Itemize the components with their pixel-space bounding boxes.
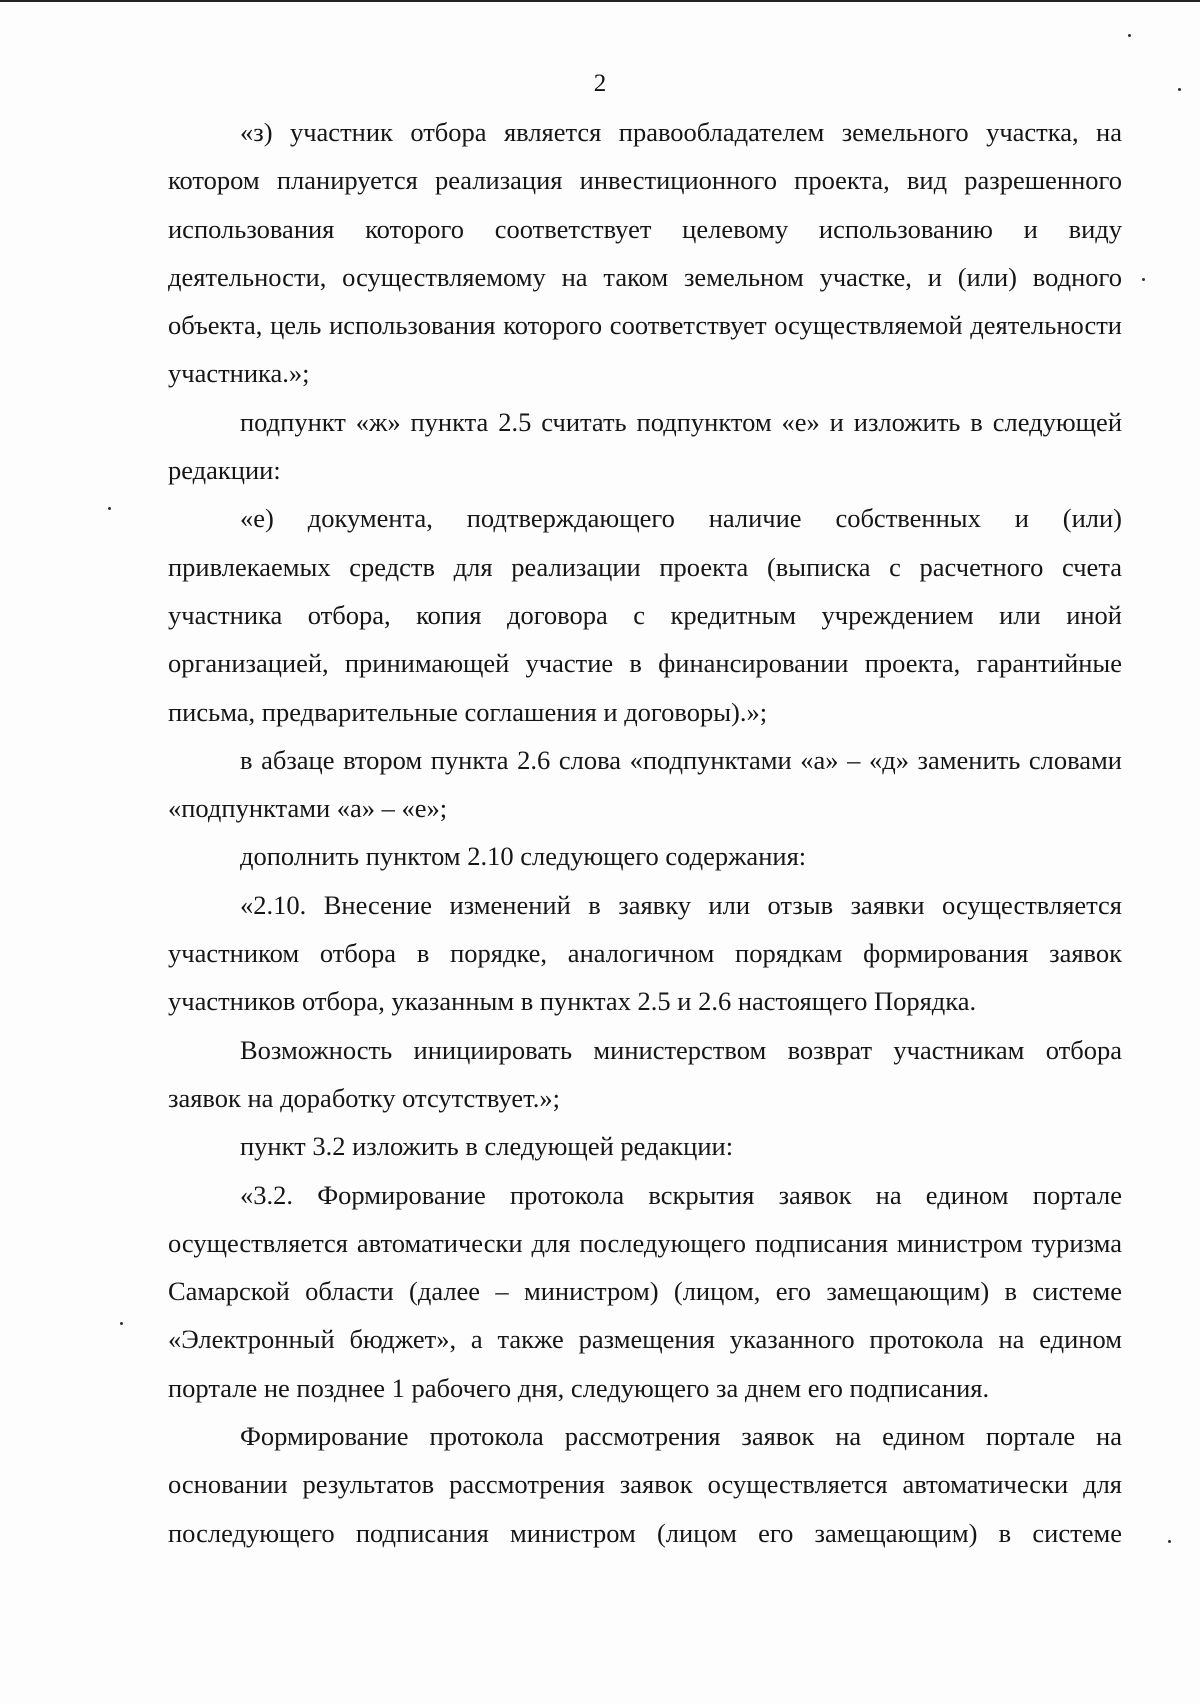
paragraph: Возможность инициировать министерством возврат участникам отбора заявок на доработку отсутствует.»;	[168, 1034, 1122, 1113]
paragraph: «е) документа, подтверждающего наличие собственных и (или) привлекаемых средств для реализации проекта (выписка с расчетного счета участника отбора, копия договора с кредитным учреждением или иной организацией, принимающей участие в финансировании проекта, гарантийные письма, предварительные соглашения и договоры).»;	[168, 503, 1122, 727]
paragraph: дополнить пунктом 2.10 следующего содержания:	[240, 841, 807, 872]
paragraph: в абзаце втором пункта 2.6 слова «подпунктами «а» – «д» заменить словами «подпунктами «а» – «е»;	[168, 744, 1122, 824]
paragraph: подпункт «ж» пункта 2.5 считать подпунктом «е» и изложить в следующей редакции:	[168, 406, 1122, 486]
scan-speck	[108, 507, 111, 510]
scan-speck	[120, 1322, 123, 1325]
paragraph: «з) участник отбора является правообладателем земельного участка, на котором планируется реализация инвестиционного проекта, вид разрешенного использования которого соответствует целевому использованию и виду деятельности, осуществляемому на таком земельном участке, и (или) водного объекта, цель использования которого соответствует осуществляемой деятельности участника.»;	[168, 117, 1122, 389]
page-number: 2	[593, 70, 607, 97]
scan-speck	[1178, 88, 1181, 91]
paragraph: «3.2. Формирование протокола вскрытия заявок на едином портале осуществляется автоматически для последующего подписания министром туризма Самарской области (далее – министром) (лицом, его замещающим) в системе «Электронный бюджет», а также размещения указанного протокола на едином портале не позднее 1 рабочего дня, следующего за днем его подписания.	[168, 1179, 1122, 1403]
document-body	[168, 108, 1122, 1557]
scan-speck	[1142, 278, 1145, 281]
paragraph: Формирование протокола рассмотрения заявок на едином портале на основании результатов рассмотрения заявок осуществляется автоматически для последующего подписания министром (лицом его замещающим) в системе	[168, 1421, 1122, 1548]
scan-speck	[1128, 34, 1131, 37]
scan-speck	[1168, 1540, 1171, 1543]
paragraph: «2.10. Внесение изменений в заявку или отзыв заявки осуществляется участником отбора в порядке, аналогичном порядкам формирования заявок участников отбора, указанным в пунктах 2.5 и 2.6 настоящего Порядка.	[168, 889, 1122, 1017]
paragraph: пункт 3.2 изложить в следующей редакции:	[240, 1131, 734, 1162]
